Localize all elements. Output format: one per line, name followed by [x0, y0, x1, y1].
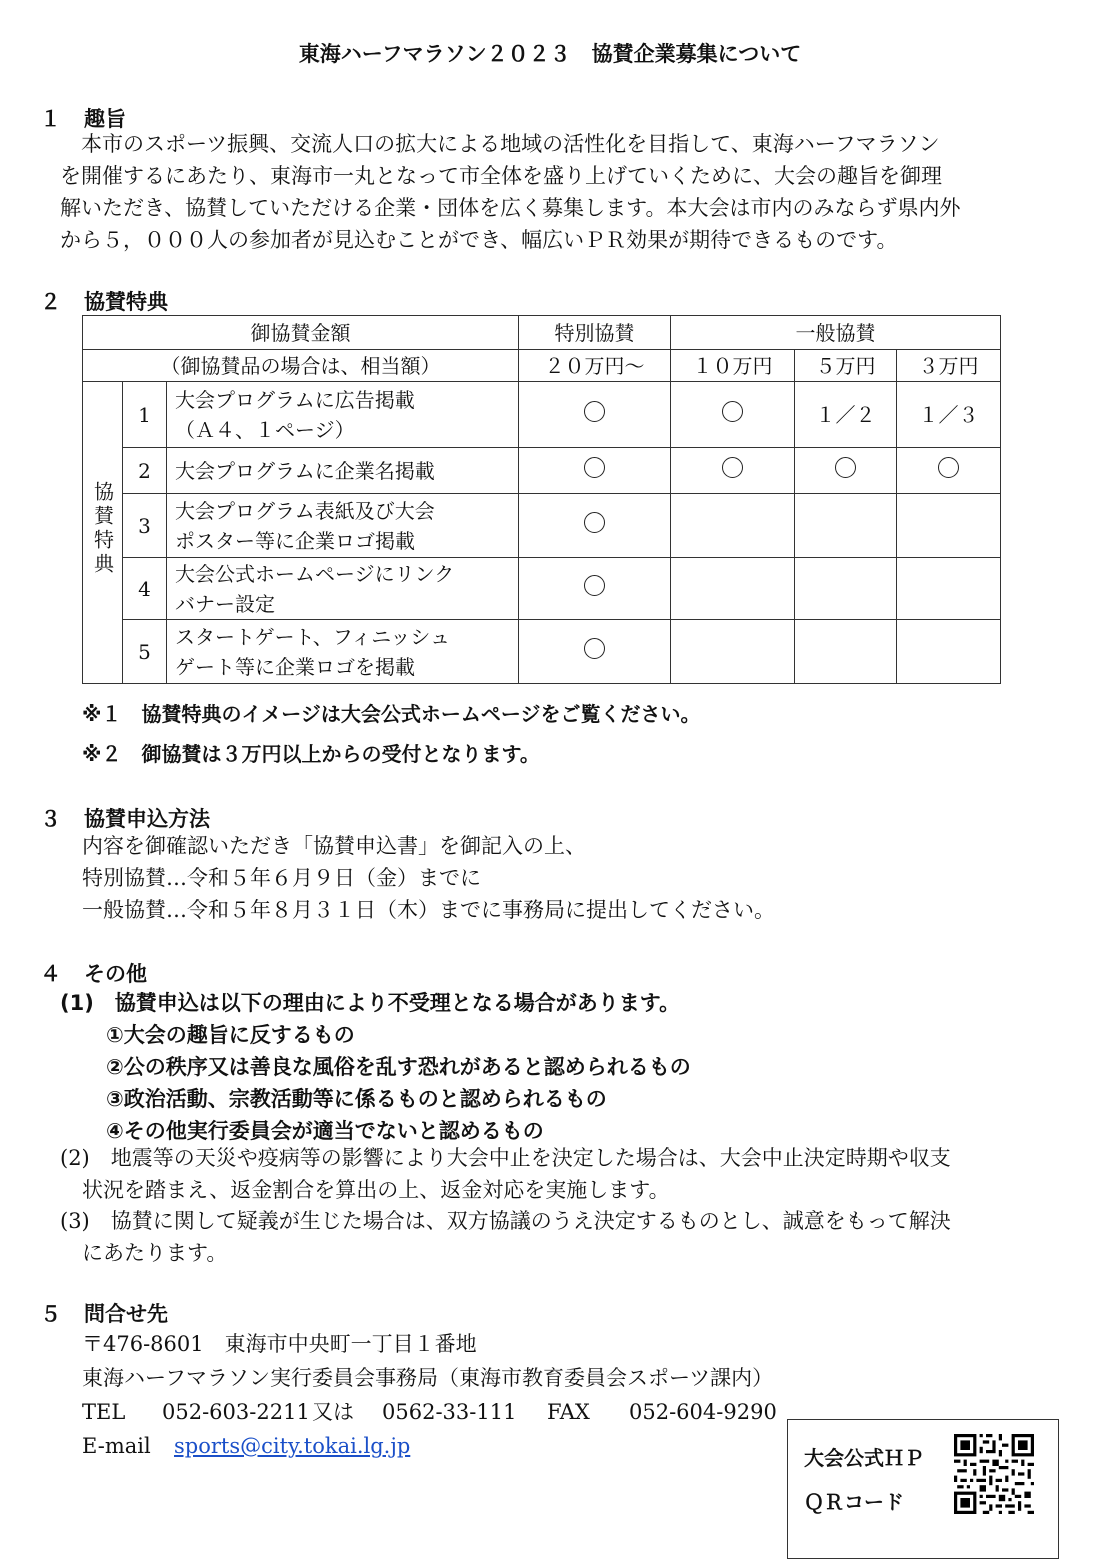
amount-subheader: （御協賛品の場合は、相当額） [83, 350, 519, 382]
contact-email-row: E-mail sports@city.tokai.lg.jp [82, 1434, 411, 1458]
mark-cell [671, 620, 795, 684]
mark-cell [897, 494, 1001, 558]
row-number: 5 [123, 620, 167, 684]
section-1-heading: １ 趣旨 [40, 107, 126, 131]
s1-line: から５，０００人の参加者が見込むことができ、幅広いＰＲ効果が期待できるものです。 [60, 228, 898, 252]
benefit-description: 大会公式ホームページにリンク バナー設定 [167, 558, 519, 620]
mark-cell: １／２ [795, 382, 897, 448]
mark-cell [795, 558, 897, 620]
mark-cell [671, 558, 795, 620]
contact-address: 〒476-8601 東海市中央町一丁目１番地 [82, 1332, 477, 1356]
circle-mark-icon [722, 401, 743, 422]
s1-line: を開催するにあたり、東海市一丸となって市全体を盛り上げていくために、大会の趣旨を御理 [60, 164, 942, 188]
mark-cell [897, 448, 1001, 494]
s1-line: 解いただき、協賛していただける企業・団体を広く募集します。本大会は市内のみならず県内外 [60, 196, 961, 220]
note-1: ※１ 協賛特典のイメージは大会公式ホームページをご覧ください。 [82, 702, 701, 726]
contact-block [82, 1327, 777, 1463]
row-number: 1 [123, 382, 167, 448]
qr-label-site: 大会公式ＨＰ [804, 1446, 924, 1470]
benefit-description: 大会プログラム表紙及び大会 ポスター等に企業ロゴ掲載 [167, 494, 519, 558]
benefit-description: 大会プログラムに企業名掲載 [167, 448, 519, 494]
qr-code-box [787, 1419, 1059, 1559]
circle-mark-icon [584, 575, 605, 596]
section-4-item-2: (2) 地震等の天災や疫病等の影響により大会中止を決定した場合は、大会中止決定時期や収支 状況を踏まえ、返金割合を算出の上、返金対応を実施します。 [60, 1146, 951, 1202]
section-4-item-1: (1) 協賛申込は以下の理由により不受理となる場合があります。 ①大会の趣旨に反するもの ②公の秩序又は善良な風俗を乱す恐れがあると認められるもの ③政治活動、宗教活動等に係るものと認められるもの ④その他実行委員会が適当でないと認めるもの [60, 987, 691, 1147]
section-5-heading: ５ 問合せ先 [40, 1302, 168, 1326]
row-number: 3 [123, 494, 167, 558]
mark-cell [519, 448, 671, 494]
qr-code-icon[interactable] [954, 1434, 1034, 1514]
mark-cell [795, 448, 897, 494]
mark-cell [795, 620, 897, 684]
s3-line: 内容を御確認いただき「協賛申込書」を御記入の上、 [82, 834, 586, 858]
amount-cell: ２０万円～ [519, 350, 671, 382]
section-1-body [60, 128, 960, 256]
mark-cell [671, 448, 795, 494]
mark-cell [519, 382, 671, 448]
reason-item: ①大会の趣旨に反するもの [106, 1023, 355, 1047]
circle-mark-icon [584, 401, 605, 422]
note-2: ※２ 御協賛は３万円以上からの受付となります。 [82, 742, 540, 766]
section-3-heading: ３ 協賛申込方法 [40, 807, 210, 831]
special-header: 特別協賛 [519, 316, 671, 350]
circle-mark-icon [938, 457, 959, 478]
reason-item: ②公の秩序又は善良な風俗を乱す恐れがあると認められるもの [106, 1055, 691, 1079]
section-2-heading: ２ 協賛特典 [40, 290, 168, 314]
general-header: 一般協賛 [671, 316, 1001, 350]
email-link[interactable]: sports@city.tokai.lg.jp [174, 1434, 411, 1458]
section-4-heading: ４ その他 [40, 962, 147, 986]
row-number: 4 [123, 558, 167, 620]
s3-line: 一般協賛…令和５年８月３１日（木）までに事務局に提出してください。 [82, 898, 775, 922]
mark-cell [671, 494, 795, 558]
mark-cell [519, 494, 671, 558]
amount-header: 御協賛金額 [83, 316, 519, 350]
circle-mark-icon [584, 457, 605, 478]
amount-cell: ５万円 [795, 350, 897, 382]
benefit-side-label: 協賛特典 [83, 382, 123, 684]
section-3-body [82, 830, 775, 926]
contact-office: 東海ハーフマラソン実行委員会事務局（東海市教育委員会スポーツ課内） [82, 1366, 774, 1390]
s1-line: 本市のスポーツ振興、交流人口の拡大による地域の活性化を目指して、東海ハーフマラソン [60, 132, 940, 156]
amount-cell: ３万円 [897, 350, 1001, 382]
mark-cell [519, 620, 671, 684]
qr-label-code: ＱＲコード [804, 1490, 904, 1514]
mark-cell [519, 558, 671, 620]
contact-phone: TEL 052-603-2211 又は 0562-33-111 FAX 052-604-9290 [82, 1400, 777, 1424]
page-title: 東海ハーフマラソン２０２３ 協賛企業募集について [298, 42, 802, 66]
row-number: 2 [123, 448, 167, 494]
benefit-description: スタートゲート、フィニッシュ ゲート等に企業ロゴを掲載 [167, 620, 519, 684]
circle-mark-icon [722, 457, 743, 478]
mark-cell [671, 382, 795, 448]
mark-cell [795, 494, 897, 558]
mark-cell [897, 558, 1001, 620]
circle-mark-icon [584, 512, 605, 533]
reason-item: ④その他実行委員会が適当でないと認めるもの [106, 1119, 544, 1143]
mark-cell: １／３ [897, 382, 1001, 448]
sponsorship-table [82, 315, 1001, 684]
mark-cell [897, 620, 1001, 684]
reason-item: ③政治活動、宗教活動等に係るものと認められるもの [106, 1087, 607, 1111]
benefit-description: 大会プログラムに広告掲載 （Ａ４、１ページ） [167, 382, 519, 448]
circle-mark-icon [584, 638, 605, 659]
amount-cell: １０万円 [671, 350, 795, 382]
circle-mark-icon [835, 457, 856, 478]
section-4-item-3: (3) 協賛に関して疑義が生じた場合は、双方協議のうえ決定するものとし、誠意をもって解決 にあたります。 [60, 1209, 951, 1265]
s3-line: 特別協賛…令和５年６月９日（金）までに [82, 866, 481, 890]
